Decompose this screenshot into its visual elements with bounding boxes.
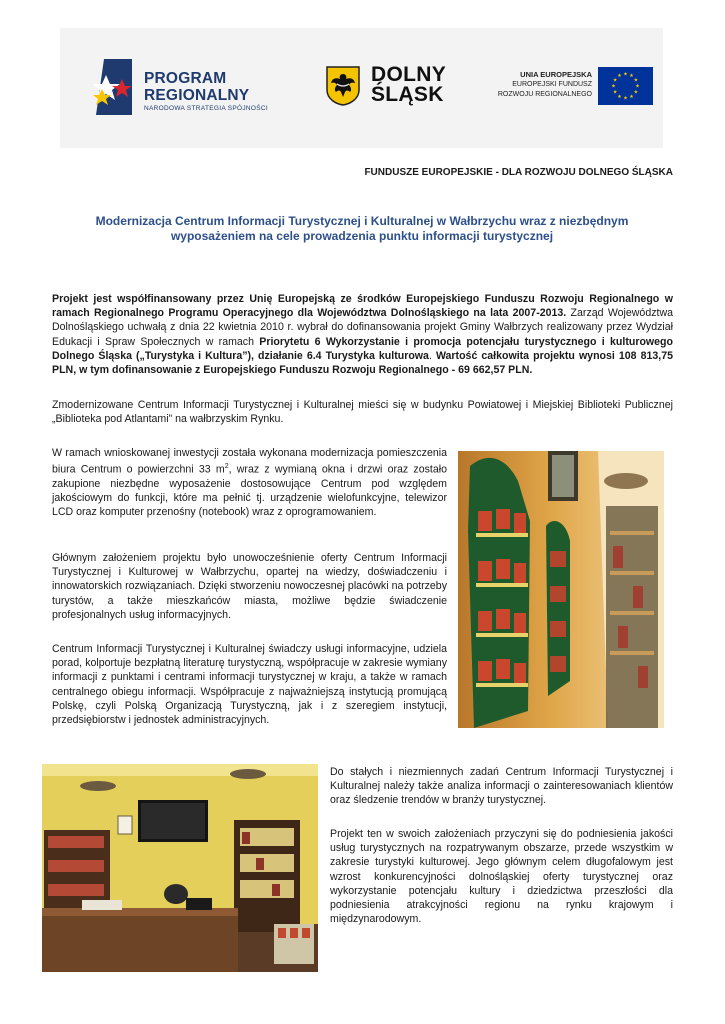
program-regionalny-star-icon — [92, 57, 136, 117]
program-logo-subtitle: NARODOWA STRATEGIA SPÓJNOŚCI — [144, 105, 268, 112]
funding-paragraph — [52, 292, 673, 377]
page-title-line2: wyposażeniem na cele prowadzenia punktu informacji turystycznej — [170, 229, 554, 243]
svg-text:★: ★ — [617, 73, 622, 80]
priority-name: Priorytetu 6 Wykorzystanie i promocja potencjału turystycznego i kulturowego Dolnego Śląska („Turystyka i Kultura”), działanie 6.4 Turystyka kulturowa — [52, 335, 673, 362]
svg-text:★: ★ — [629, 93, 634, 100]
region-logo-line1: DOLNY — [371, 63, 446, 86]
separator-text: . — [428, 349, 436, 362]
svg-text:★: ★ — [611, 83, 616, 90]
area-unit-superscript: 2 — [224, 463, 229, 471]
svg-text:★: ★ — [629, 73, 634, 80]
eu-logo-line1: UNIA EUROPEJSKA — [520, 70, 592, 79]
funds-tagline: FUNDUSZE EUROPEJSKIE - DLA ROZWOJU DOLNEGO ŚLĄSKA — [364, 167, 673, 178]
investment-text-start: W ramach wnioskowanej inwestycji została wykonana modernizacja pomieszczenia biura Centrum o powierzchni 33 m — [52, 447, 447, 476]
svg-text:★: ★ — [612, 89, 618, 96]
brochure-racks-photo — [458, 451, 664, 728]
investment-paragraph — [52, 446, 447, 520]
svg-text:★: ★ — [633, 89, 639, 96]
svg-text:★: ★ — [623, 95, 628, 102]
eu-logo-line3: ROZWOJU REGIONALNEGO — [497, 90, 592, 98]
region-logo-line2: ŚLĄSK — [371, 83, 444, 106]
svg-text:★: ★ — [633, 77, 639, 84]
location-paragraph: Zmodernizowane Centrum Informacji Turystycznej i Kulturalnej mieści się w budynku Powiatowej i Miejskiej Biblioteki Publicznej „Biblioteka pod Atlantami” na wałbrzyskim Rynku. — [52, 399, 673, 426]
impact-paragraph: Projekt ten w swoich założeniach przyczyni się do podniesienia jakości usług turystycznych na rozpatrywanym obszarze, przede wszystkim w zakresie turystyki kulturowej. Jego głównym celem długofalowym jest wzrost konkurencyjności dolnośląskiej oferty turystycznej oraz wykorzystanie potencjału kultury i dziedzictwa przeszłości dla podniesienia atrakcyjności regionu na rynku krajowym i międzynarodowym. — [330, 828, 673, 926]
eu-flag-icon — [598, 67, 653, 105]
svg-text:★: ★ — [623, 71, 628, 78]
svg-text:★: ★ — [612, 77, 618, 84]
program-logo-line2: REGIONALNY — [144, 87, 250, 104]
board-decision-text: Zarząd Województwa Dolnośląskiego uchwałą z dnia 22 kwietnia 2010 r. wybrał do dofinansowania projekt Gminy Wałbrzych realizowany przez Wydział Edukacji i Spraw Społecznych w ramach — [52, 307, 673, 348]
eu-logo-text — [488, 70, 592, 99]
services-paragraph: Centrum Informacji Turystycznej i Kulturalnej świadczy usługi informacyjne, udziela porad, kolportuje bezpłatną literaturę turystyczną, współpracuje w zakresie wymiany informacji z punktami i centrami informacji turystycznej w kraju, a także w ramach centralnego obiegu informacji. Współpracuje z najważniejszą instytucją promującą Polskę, czyli Polską Organizacją Turystyczną, jak i z szeregiem instytucji, przedsiębiorstw i jednostek administracyjnych. — [52, 643, 447, 727]
investment-text-end: , wraz z wymianą okna i drzwi oraz zostało zakupione niezbędne wyposażenie dostosowujące Centrum pod względem jakościowym do funkcji, które ma pełnić tj. urządzenie wielofunkcyjne, telewizor LCD oraz komputer przenośny (notebook) wraz z oprogramowaniem. — [52, 463, 447, 519]
program-logo-line1: PROGRAM — [144, 70, 227, 87]
goal-paragraph: Głównym założeniem projektu było unowocześnienie oferty Centrum Informacji Turystycznej i Kulturowej w Wałbrzychu, opartej na wiedzy, doświadczeniu i innowatorskich rozwiązaniach. Dzięki stworzeniu nowoczesnej placówki na potrzeby turystów, a także mieszkańców miasta, możliwe będzie świadczenie profesjonalnych usług informacyjnych. — [52, 552, 447, 621]
page-title — [52, 214, 672, 244]
page-title-line1: Modernizacja Centrum Informacji Turystycznej i Kulturalnej w Wałbrzychu wraz z niezbędnym — [95, 214, 629, 228]
eagle-crest-icon — [326, 66, 360, 106]
svg-text:★: ★ — [617, 93, 622, 100]
tasks-paragraph: Do stałych i niezmiennych zadań Centrum Informacji Turystycznej i Kulturalnej należy także analiza informacji o zainteresowaniach klientów oraz śledzenie trendów w branży turystycznej. — [330, 766, 673, 807]
region-logo-text — [371, 65, 446, 105]
funding-statement: Projekt jest współfinansowany przez Unię Europejską ze środków Europejskiego Funduszu Rozwoju Regionalnego w ramach Regionalnego Programu Operacyjnego dla Województwa Dolnośląskiego na lata 2007-2013. — [52, 293, 673, 320]
project-value-statement: Wartość całkowita projektu wynosi 108 813,75 PLN, w tym dofinansowanie z Europejskiego Funduszu Rozwoju Regionalnego - 69 662,57 PLN. — [52, 349, 674, 377]
program-logo-title — [144, 70, 249, 104]
svg-text:★: ★ — [635, 83, 640, 90]
office-interior-photo — [42, 764, 318, 972]
eu-logo-line2: EUROPEJSKI FUNDUSZ — [512, 81, 592, 88]
